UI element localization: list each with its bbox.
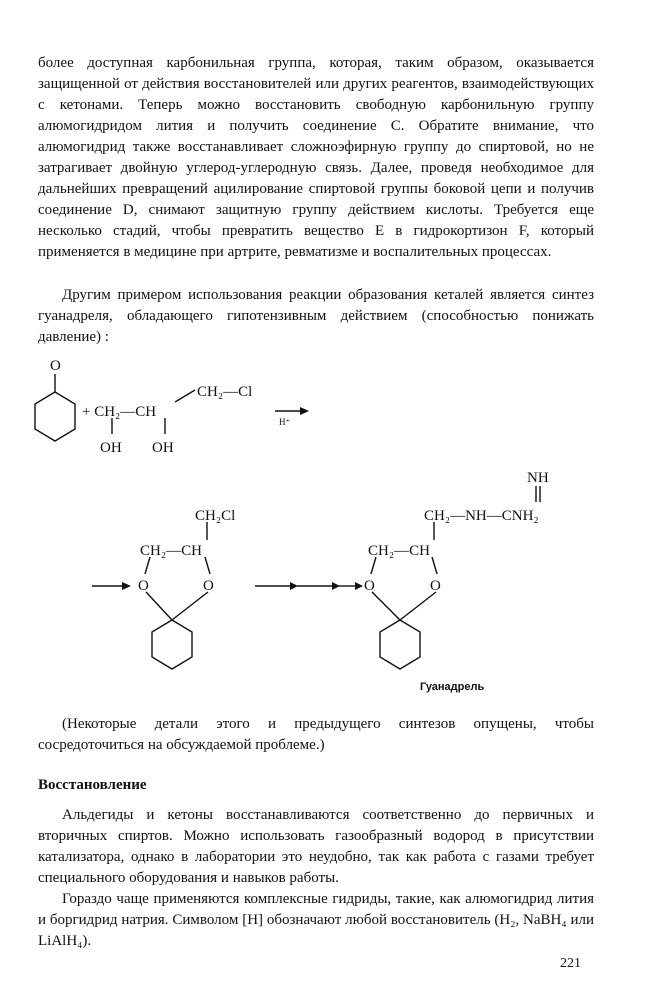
- ketal-o-right-1: O: [203, 578, 214, 594]
- ring-chain-1: CH₂—CH: [140, 543, 202, 559]
- hydroxyl-1: OH: [100, 440, 122, 456]
- paragraph-2: Другим примером использования реакции образования кеталей является синтез гуанадреля, обладающего гипотензивным действием (способностью понижать давление) :: [38, 287, 594, 345]
- paragraph-4: Гораздо чаще применяются комплексные гидриды, такие, как алюмогидрид лития и боргидрид натрия. Символом [H] обозначают любой восстановитель (H₂, NaBH₄ или LiAlH₄).: [38, 891, 594, 949]
- hydroxyl-2: OH: [152, 440, 174, 456]
- reagent-chain: + CH₂—CH: [82, 404, 157, 420]
- guanidine-chain: CH₂—NH—CNH₂: [424, 508, 539, 524]
- guanidine-nh: NH: [527, 470, 549, 486]
- cyclohexane-ring-1: [152, 620, 192, 669]
- ketal-o-left-1: O: [138, 578, 149, 594]
- chloromethyl-top: CH₂—Cl: [197, 384, 253, 400]
- cyclohexane-ring-2: [380, 620, 420, 669]
- reaction-scheme: [0, 352, 657, 672]
- ketal-ch2cl: CH₂Cl: [195, 508, 236, 524]
- ring-chain-2: CH₂—CH: [368, 543, 430, 559]
- ketal-o-left-2: O: [364, 578, 375, 594]
- section-heading: Восстановление: [38, 777, 147, 793]
- paragraph-3: Альдегиды и кетоны восстанавливаются соответственно до первичных и вторичных спиртов. Можно использовать газообразный водород в присутствии катализатора, однако в лаборатории это неудобно, так как работа с газами требует специального оборудования и навыков работы.: [38, 807, 594, 886]
- ketal-o-right-2: O: [430, 578, 441, 594]
- page-number: 221: [560, 956, 581, 971]
- omission-note: (Некоторые детали этого и предыдущего синтезов опущены, чтобы сосредоточиться на обсуждаемой проблеме.): [38, 716, 594, 753]
- ketone-oxygen: O: [50, 358, 61, 374]
- guanadrel-caption: Гуанадрель: [420, 681, 485, 693]
- catalyst-label: H⁺: [279, 417, 291, 427]
- cyclohexanone-ring: [35, 392, 75, 441]
- paragraph-1: более доступная карбонильная группа, которая, таким образом, оказывается защищенной от действия восстановителей или других реагентов, взаимодействующих с кетонами. Теперь можно восстановить свободную карбонильную группу алюмогидридом лития и получить соединение С. Обратите внимание, что алюмогидрид также восстанавливает сложноэфирную группу до спиртовой, но не затрагивает двойную углерод-углеродную связь. Далее, проведя необходимое для дальнейших превращений ацилирование спиртовой группы боковой цепи и получив соединение D, снимают защитную группу действием кислоты. Требуется еще несколько стадий, чтобы превратить вещество Е в гидрокортизон F, который применяется в медицине при артрите, ревматизме и воспалительных процессах.: [38, 55, 594, 260]
